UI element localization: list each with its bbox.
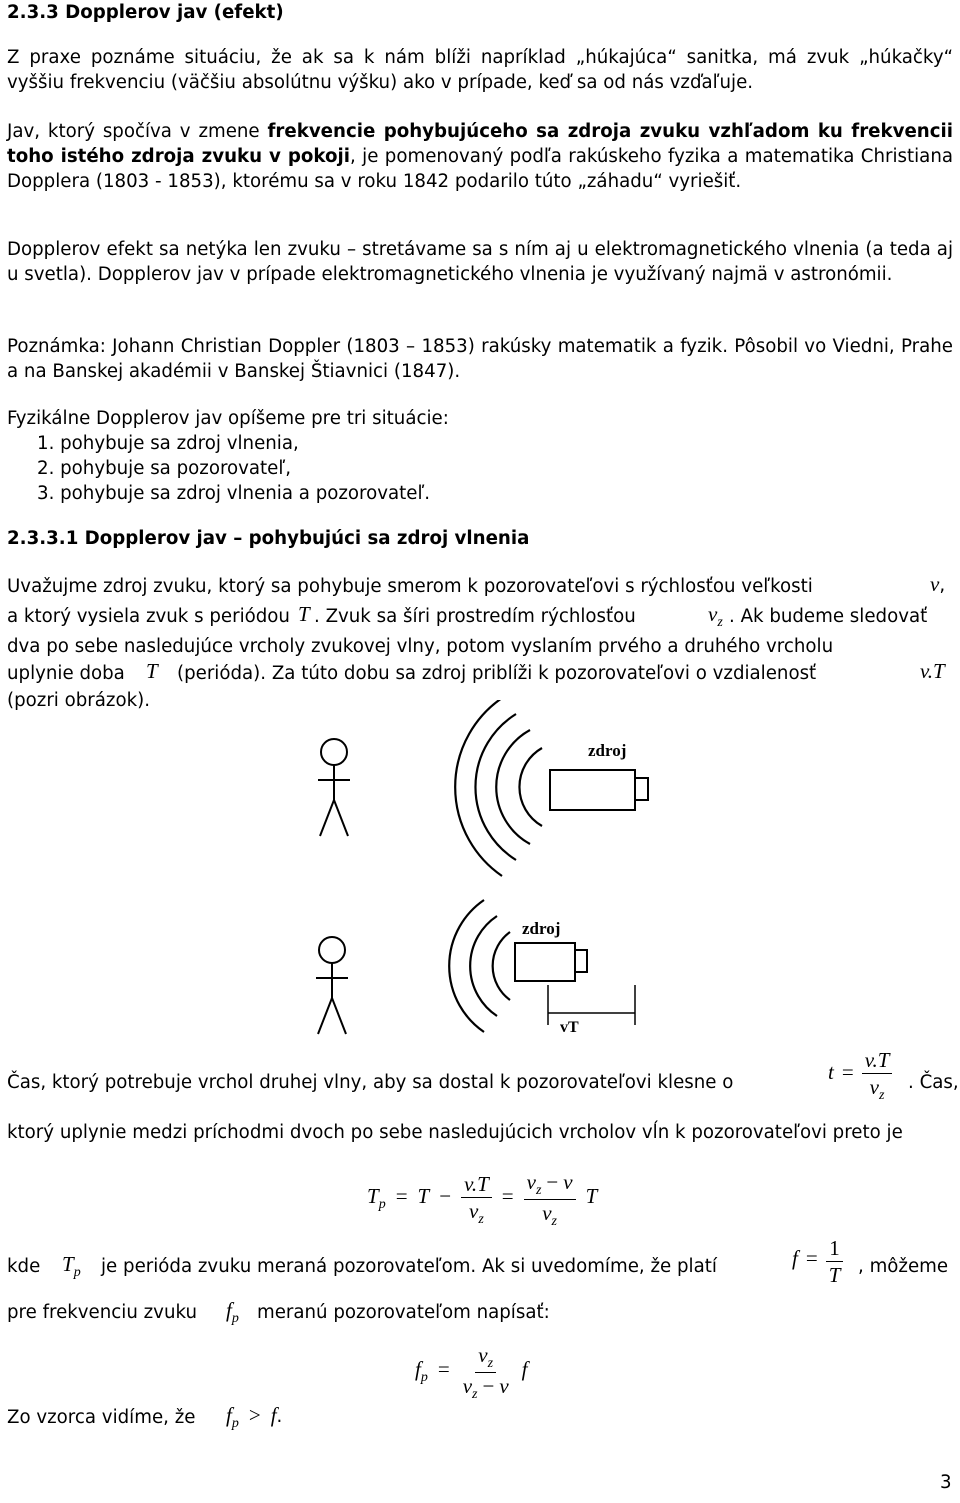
math-fp xyxy=(226,1298,239,1326)
text: Uvažujme zdroj zvuku, ktorý sa pohybuje smerom k pozorovateľovi s rýchlosťou veľkosti xyxy=(7,576,813,597)
para7-line2b: meranú pozorovateľom napísať: xyxy=(257,1302,550,1323)
para5-line3: dva po sebe nasledujúce vrcholy zvukovej vlny, potom vyslaním prvého a druhého vrcholu xyxy=(7,636,834,657)
section-title: 2.3.3 Dopplerov jav (efekt) xyxy=(7,2,284,23)
para5-line2 xyxy=(7,604,290,629)
subscript-z: z xyxy=(717,615,723,630)
symbol-vz: v xyxy=(478,1343,488,1367)
source-label-bottom: zdroj xyxy=(522,919,561,938)
numerator xyxy=(524,1170,576,1200)
symbol-v: v xyxy=(499,1374,509,1398)
situations-intro: Fyzikálne Dopplerov jav opíšeme pre tri situácie: xyxy=(7,408,449,429)
symbol-f: f xyxy=(521,1357,528,1382)
para7-kde: kde xyxy=(7,1256,41,1277)
doppler-figure xyxy=(290,700,690,1060)
symbol-eq: = xyxy=(437,1357,450,1382)
fraction xyxy=(524,1170,576,1229)
subsection-title: 2.3.3.1 Dopplerov jav – pohybujúci sa zdroj vlnenia xyxy=(7,528,530,549)
symbol-minus: − xyxy=(482,1374,495,1398)
page-number: 3 xyxy=(940,1472,952,1493)
symbol-f: f xyxy=(226,1403,232,1427)
symbol-eq: = xyxy=(395,1184,408,1209)
symbol-T: T xyxy=(298,602,310,626)
denominator xyxy=(466,1198,487,1227)
text: Jav, ktorý spočíva v zmene xyxy=(7,121,268,142)
observer-top-icon xyxy=(318,739,350,836)
symbol-eq: = xyxy=(501,1184,514,1209)
paragraph-intro: Z praxe poznáme situáciu, že ak sa k nám blíži napríklad „húkajúca“ sanitka, má zvuk „húkačky“ vyššiu frekvenciu (väčšiu absolútnu výšku) ako v prípade, keď sa od nás vzďaľuje. xyxy=(7,47,953,93)
numerator: 1 xyxy=(826,1236,843,1262)
list-item: 2. pohybuje sa pozorovateľ, xyxy=(37,458,291,479)
symbol-vz: v xyxy=(869,1075,879,1099)
symbol-T: T xyxy=(585,1184,598,1209)
para6-line1b: . Čas, xyxy=(908,1072,959,1093)
paragraph-em-waves: Dopplerov efekt sa netýka len zvuku – stretávame sa s ním aj u elektromagnetického vlnenia (a teda aj u svetla). Dopplerov jav v prípade elektromagnetického vlnenia je využívaný najmä v astronómii. xyxy=(7,239,953,285)
symbol-minus: − xyxy=(546,1170,559,1194)
subscript-p: p xyxy=(231,1416,239,1431)
para5-line1 xyxy=(7,574,813,599)
subscript-z: z xyxy=(487,1356,494,1371)
formula-t xyxy=(828,1048,892,1103)
denominator xyxy=(867,1074,888,1103)
subscript-p: p xyxy=(73,1265,81,1280)
subscript-z: z xyxy=(551,1214,557,1229)
formula-f xyxy=(792,1236,843,1287)
math-v xyxy=(930,572,945,598)
fraction xyxy=(460,1343,512,1402)
symbol-eq: = xyxy=(805,1246,818,1271)
formula-fp xyxy=(415,1343,527,1402)
text-period: . xyxy=(276,1406,283,1427)
symbol-T: T xyxy=(62,1252,74,1276)
text: , je pomenovaný podľa rakúskeho fyzika a matematika Christiana Dopplera (1803 - 1853), ktorému sa v roku 1842 podarilo túto „záhadu“ vyriešiť. xyxy=(7,146,954,192)
para7-line1: je perióda zvuku meraná pozorovateľom. Ak si uvedomíme, že platí xyxy=(101,1256,717,1277)
text-comma: , xyxy=(939,575,946,596)
bold-definition: frekvencie pohybujúceho sa zdroja zvuku vzhľadom ku frekvencii toho istého zdroja zvuku v pokoji xyxy=(7,121,953,167)
math-Tp xyxy=(62,1252,81,1280)
para5-line4b: (perióda). Za túto dobu sa zdroj priblíži k pozorovateľovi o vzdialenosť xyxy=(177,663,817,684)
fraction xyxy=(862,1048,893,1103)
symbol-f: f xyxy=(226,1298,232,1322)
symbol-f: f xyxy=(270,1403,277,1427)
para7-line1c: , môžeme xyxy=(858,1256,949,1277)
symbol-eq: = xyxy=(841,1060,854,1085)
math-vT xyxy=(920,659,945,684)
subscript-p: p xyxy=(378,1197,386,1213)
symbol-gt: > xyxy=(248,1403,261,1427)
source-top-tip xyxy=(635,778,648,800)
symbol-v: v xyxy=(563,1170,573,1194)
symbol-vz: v xyxy=(526,1170,536,1194)
source-top-box xyxy=(550,770,635,810)
subscript-p: p xyxy=(420,1370,428,1386)
sound-waves-top-icon xyxy=(455,700,542,876)
list-item: 3. pohybuje sa zdroj vlnenia a pozorovateľ. xyxy=(37,483,431,504)
list-item: 1. pohybuje sa zdroj vlnenia, xyxy=(37,433,299,454)
para6-line2: ktorý uplynie medzi príchodmi dvoch po sebe nasledujúcich vrcholov vĺn k pozorovateľovi preto je xyxy=(7,1122,903,1143)
symbol-T: T xyxy=(146,659,158,683)
symbol-t: t xyxy=(828,1060,834,1085)
symbol-vz: v xyxy=(708,602,718,626)
symbol-vz: v xyxy=(469,1199,479,1223)
symbol-f: f xyxy=(792,1246,798,1271)
text: a ktorý vysiela zvuk s periódou xyxy=(7,606,290,627)
situations-list xyxy=(37,431,430,506)
formula-Tp xyxy=(367,1170,597,1229)
numerator: v.T xyxy=(461,1172,492,1198)
numerator xyxy=(475,1343,496,1373)
para5-line5: (pozri obrázok). xyxy=(7,690,151,711)
para7-line2a: pre frekvenciu zvuku xyxy=(7,1302,197,1323)
subscript-p: p xyxy=(231,1311,239,1326)
math-vz xyxy=(708,602,723,630)
source-bottom-tip xyxy=(575,950,587,972)
fraction xyxy=(826,1236,844,1287)
distance-label: vT xyxy=(560,1019,579,1036)
para8-text: Zo vzorca vidíme, že xyxy=(7,1407,196,1428)
symbol-minus: − xyxy=(439,1184,452,1209)
subscript-z: z xyxy=(478,1212,484,1227)
symbol-T: T xyxy=(367,1184,379,1209)
source-label-top: zdroj xyxy=(588,741,627,760)
subscript-z: z xyxy=(472,1387,478,1402)
source-bottom-box xyxy=(515,943,575,981)
subscript-z: z xyxy=(535,1183,542,1198)
paragraph-definition xyxy=(7,119,953,194)
para5-line2c: . Ak budeme sledovať xyxy=(729,606,928,627)
denominator: T xyxy=(828,1263,841,1287)
symbol-vz: v xyxy=(462,1374,473,1398)
subscript-z: z xyxy=(878,1088,885,1103)
symbol-vz: v xyxy=(542,1201,552,1225)
math-T-2 xyxy=(146,659,158,684)
para5-line4a: uplynie doba xyxy=(7,663,125,684)
symbol-f: f xyxy=(415,1357,421,1382)
para5-line2b: . Zvuk sa šíri prostredím rýchlosťou xyxy=(314,606,636,627)
sound-waves-bottom-icon xyxy=(449,900,510,1032)
numerator: v.T xyxy=(862,1048,893,1074)
denominator xyxy=(460,1373,512,1402)
paragraph-note: Poznámka: Johann Christian Doppler (1803 – 1853) rakúsky matematik a fyzik. Pôsobil vo Viedni, Prahe a na Banskej akadémii v Banskej Štiavnici (1847). xyxy=(7,336,953,382)
symbol-vT: v.T xyxy=(920,659,945,683)
denominator xyxy=(539,1200,560,1229)
symbol-T: T xyxy=(417,1184,430,1209)
para6-line1: Čas, ktorý potrebuje vrchol druhej vlny, aby sa dostal k pozorovateľovi klesne o xyxy=(7,1072,734,1093)
observer-bottom-icon xyxy=(316,937,348,1034)
symbol-v: v xyxy=(930,572,940,596)
math-T xyxy=(298,602,310,627)
formula-inequality xyxy=(226,1403,282,1429)
fraction xyxy=(461,1172,492,1227)
